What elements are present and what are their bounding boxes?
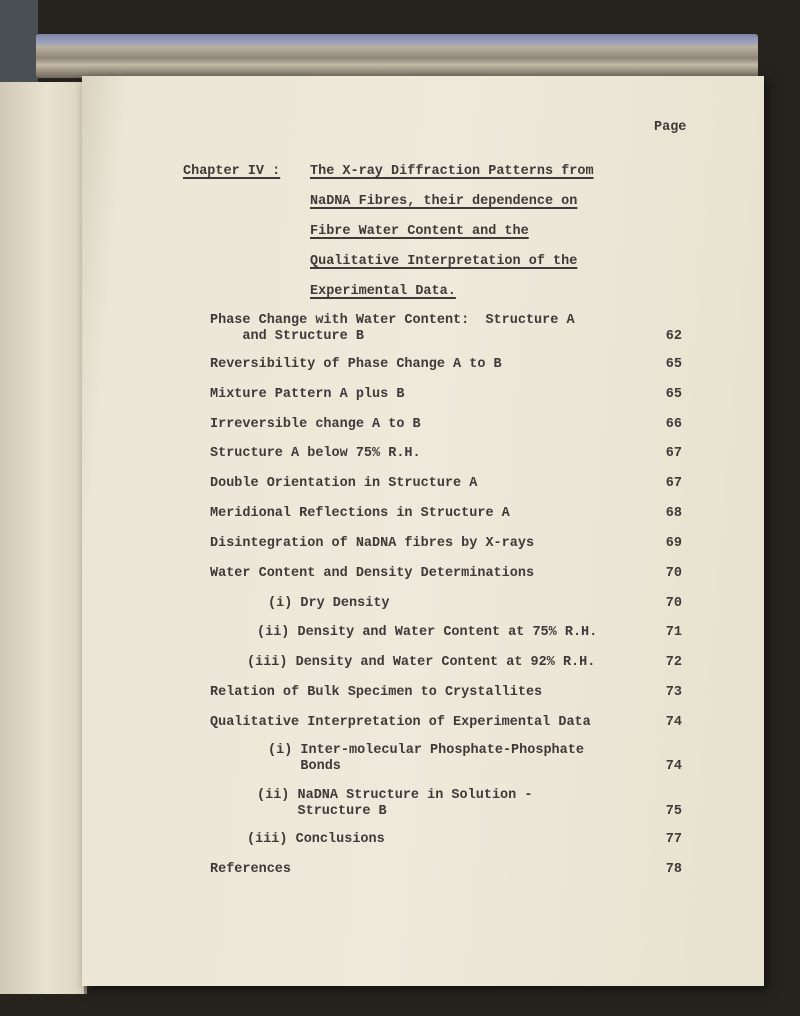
toc-entry: Irreversible change A to B — [210, 417, 421, 432]
toc-page-number: 74 — [665, 759, 682, 774]
chapter-title-line: Qualitative Interpretation of the — [310, 254, 578, 269]
toc-subentry: (i) Inter-molecular Phosphate-Phosphate Bonds — [268, 743, 584, 774]
chapter-title-line: Experimental Data. — [310, 284, 456, 299]
toc-subentry: (ii) Density and Water Content at 75% R.H. — [257, 625, 598, 640]
toc-page-number: 72 — [665, 655, 682, 670]
page-column-header: Page — [654, 120, 687, 135]
toc-page-number: 74 — [665, 715, 682, 730]
toc-page-number: 65 — [665, 357, 682, 372]
toc-page-number: 70 — [665, 596, 682, 611]
toc-page-number: 66 — [665, 417, 682, 432]
left-page — [0, 82, 87, 994]
toc-entry: Structure A below 75% R.H. — [210, 446, 421, 461]
toc-subentry: (i) Dry Density — [268, 596, 390, 611]
toc-page-number: 78 — [665, 862, 682, 877]
toc-entry: Mixture Pattern A plus B — [210, 387, 405, 402]
toc-subentry: (iii) Conclusions — [247, 832, 385, 847]
chapter-title-line: NaDNA Fibres, their dependence on — [310, 194, 578, 209]
toc-page-number: 68 — [665, 506, 682, 521]
toc-page-number: 70 — [665, 566, 682, 581]
chapter-label: Chapter IV : — [183, 164, 281, 179]
toc-entry: Double Orientation in Structure A — [210, 476, 478, 491]
toc-page-number: 69 — [665, 536, 682, 551]
toc-page-number: 67 — [665, 476, 682, 491]
toc-page-number: 65 — [665, 387, 682, 402]
toc-subentry: (iii) Density and Water Content at 92% R.H. — [247, 655, 596, 670]
toc-page-number: 71 — [665, 625, 682, 640]
toc-page-number: 77 — [665, 832, 682, 847]
chapter-title-line: The X-ray Diffraction Patterns from — [310, 164, 594, 179]
toc-entry: Phase Change with Water Content: Structure A and Structure B — [210, 313, 575, 344]
toc-page-number: 62 — [665, 329, 682, 344]
contents-page — [82, 76, 764, 986]
book-page-edges — [36, 34, 758, 78]
toc-subentry: (ii) NaDNA Structure in Solution - Structure B — [257, 788, 533, 819]
toc-entry: Water Content and Density Determinations — [210, 566, 535, 581]
toc-entry: Qualitative Interpretation of Experimental Data — [210, 715, 591, 730]
toc-page-number: 73 — [665, 685, 682, 700]
chapter-title-line: Fibre Water Content and the — [310, 224, 529, 239]
toc-entry: Meridional Reflections in Structure A — [210, 506, 510, 521]
toc-entry: Disintegration of NaDNA fibres by X-rays — [210, 536, 535, 551]
toc-entry: Relation of Bulk Specimen to Crystallites — [210, 685, 543, 700]
background-strip — [0, 0, 38, 82]
toc-page-number: 75 — [665, 804, 682, 819]
toc-entry: References — [210, 862, 292, 877]
toc-page-number: 67 — [665, 446, 682, 461]
toc-entry: Reversibility of Phase Change A to B — [210, 357, 502, 372]
